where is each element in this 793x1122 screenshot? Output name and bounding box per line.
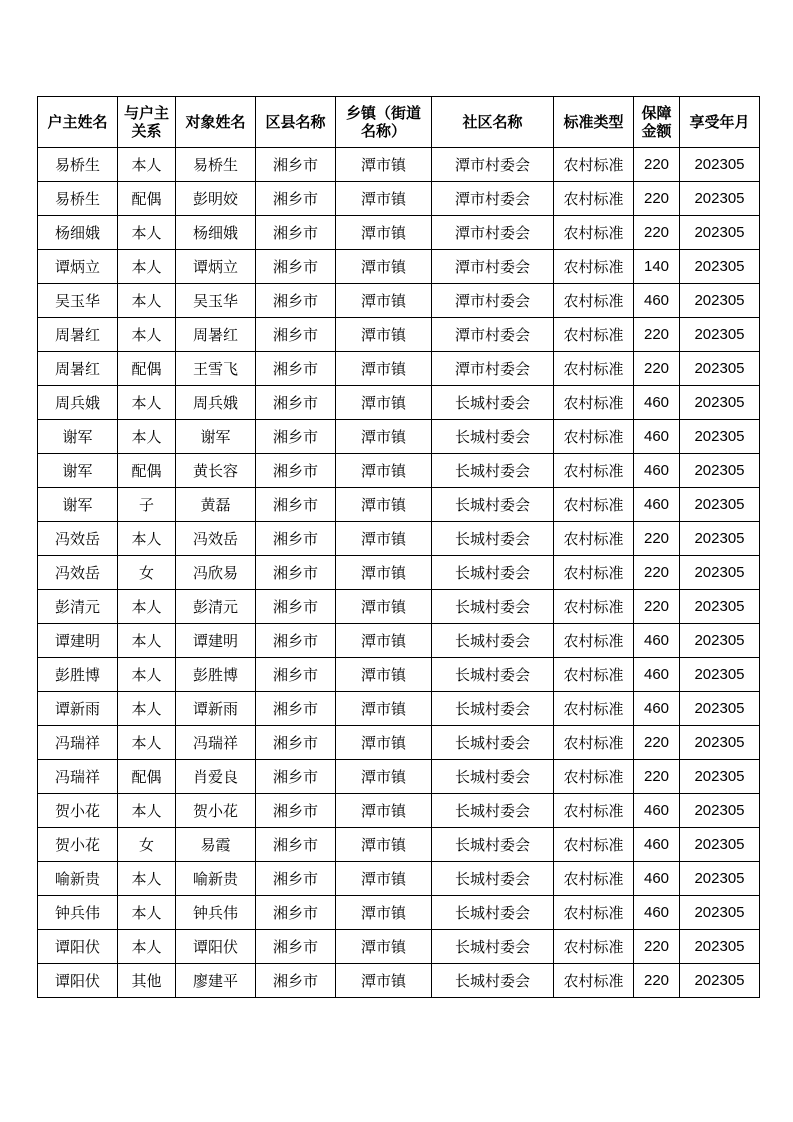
cell-community: 长城村委会 <box>432 760 554 794</box>
cell-recipient: 谭炳立 <box>176 250 256 284</box>
cell-relation: 本人 <box>118 590 176 624</box>
table-row <box>38 522 760 556</box>
header-cell-standard: 标准类型 <box>554 97 634 148</box>
table-row <box>38 760 760 794</box>
cell-householder: 钟兵伟 <box>38 896 118 930</box>
cell-county: 湘乡市 <box>256 862 336 896</box>
header-cell-township <box>336 97 432 148</box>
cell-community: 长城村委会 <box>432 454 554 488</box>
beneficiary-table <box>37 96 760 998</box>
cell-householder: 谭阳伏 <box>38 964 118 998</box>
cell-recipient: 易桥生 <box>176 148 256 182</box>
cell-amount: 460 <box>634 794 680 828</box>
cell-relation: 本人 <box>118 216 176 250</box>
cell-standard: 农村标准 <box>554 522 634 556</box>
cell-relation: 配偶 <box>118 760 176 794</box>
cell-relation: 本人 <box>118 794 176 828</box>
cell-community: 长城村委会 <box>432 828 554 862</box>
cell-community: 长城村委会 <box>432 964 554 998</box>
cell-householder: 贺小花 <box>38 794 118 828</box>
cell-recipient: 彭明姣 <box>176 182 256 216</box>
cell-township: 潭市镇 <box>336 964 432 998</box>
cell-county: 湘乡市 <box>256 284 336 318</box>
cell-standard: 农村标准 <box>554 692 634 726</box>
cell-amount: 220 <box>634 318 680 352</box>
cell-township: 潭市镇 <box>336 522 432 556</box>
cell-amount: 460 <box>634 896 680 930</box>
cell-relation: 本人 <box>118 692 176 726</box>
cell-householder: 喻新贵 <box>38 862 118 896</box>
cell-relation: 本人 <box>118 284 176 318</box>
cell-township: 潭市镇 <box>336 930 432 964</box>
cell-standard: 农村标准 <box>554 420 634 454</box>
table-row <box>38 454 760 488</box>
cell-township: 潭市镇 <box>336 692 432 726</box>
cell-township: 潭市镇 <box>336 760 432 794</box>
cell-month: 202305 <box>680 930 760 964</box>
cell-month: 202305 <box>680 964 760 998</box>
cell-standard: 农村标准 <box>554 590 634 624</box>
cell-standard: 农村标准 <box>554 862 634 896</box>
cell-township: 潭市镇 <box>336 386 432 420</box>
cell-recipient: 易霞 <box>176 828 256 862</box>
cell-community: 长城村委会 <box>432 488 554 522</box>
cell-month: 202305 <box>680 284 760 318</box>
cell-month: 202305 <box>680 420 760 454</box>
cell-month: 202305 <box>680 182 760 216</box>
cell-recipient: 喻新贵 <box>176 862 256 896</box>
table-row <box>38 352 760 386</box>
table-row <box>38 590 760 624</box>
cell-relation: 本人 <box>118 148 176 182</box>
cell-relation: 女 <box>118 556 176 590</box>
cell-amount: 220 <box>634 964 680 998</box>
cell-standard: 农村标准 <box>554 216 634 250</box>
cell-standard: 农村标准 <box>554 318 634 352</box>
cell-amount: 220 <box>634 216 680 250</box>
cell-county: 湘乡市 <box>256 352 336 386</box>
cell-recipient: 冯瑞祥 <box>176 726 256 760</box>
cell-community: 长城村委会 <box>432 624 554 658</box>
cell-county: 湘乡市 <box>256 590 336 624</box>
header-row <box>38 97 760 148</box>
cell-standard: 农村标准 <box>554 454 634 488</box>
cell-standard: 农村标准 <box>554 352 634 386</box>
cell-householder: 易桥生 <box>38 182 118 216</box>
cell-householder: 谢军 <box>38 420 118 454</box>
cell-amount: 460 <box>634 692 680 726</box>
cell-relation: 配偶 <box>118 182 176 216</box>
table-row <box>38 658 760 692</box>
cell-amount: 220 <box>634 148 680 182</box>
header-cell-recipient: 对象姓名 <box>176 97 256 148</box>
cell-county: 湘乡市 <box>256 522 336 556</box>
cell-community: 潭市村委会 <box>432 352 554 386</box>
cell-community: 长城村委会 <box>432 590 554 624</box>
cell-householder: 谢军 <box>38 488 118 522</box>
cell-township: 潭市镇 <box>336 284 432 318</box>
cell-householder: 贺小花 <box>38 828 118 862</box>
cell-relation: 本人 <box>118 624 176 658</box>
cell-county: 湘乡市 <box>256 828 336 862</box>
cell-month: 202305 <box>680 726 760 760</box>
header-cell-community: 社区名称 <box>432 97 554 148</box>
cell-community: 长城村委会 <box>432 930 554 964</box>
table-body <box>38 148 760 998</box>
cell-county: 湘乡市 <box>256 216 336 250</box>
cell-householder: 彭清元 <box>38 590 118 624</box>
cell-relation: 本人 <box>118 250 176 284</box>
cell-county: 湘乡市 <box>256 896 336 930</box>
cell-standard: 农村标准 <box>554 148 634 182</box>
cell-month: 202305 <box>680 896 760 930</box>
cell-township: 潭市镇 <box>336 216 432 250</box>
table-row <box>38 182 760 216</box>
cell-householder: 彭胜博 <box>38 658 118 692</box>
cell-householder: 冯效岳 <box>38 556 118 590</box>
table-row <box>38 896 760 930</box>
cell-relation: 本人 <box>118 896 176 930</box>
cell-county: 湘乡市 <box>256 488 336 522</box>
cell-county: 湘乡市 <box>256 692 336 726</box>
cell-householder: 周暑红 <box>38 352 118 386</box>
cell-community: 潭市村委会 <box>432 284 554 318</box>
cell-recipient: 肖爱良 <box>176 760 256 794</box>
cell-amount: 460 <box>634 862 680 896</box>
cell-county: 湘乡市 <box>256 794 336 828</box>
cell-householder: 谢军 <box>38 454 118 488</box>
cell-householder: 冯瑞祥 <box>38 726 118 760</box>
cell-month: 202305 <box>680 828 760 862</box>
cell-amount: 140 <box>634 250 680 284</box>
cell-month: 202305 <box>680 692 760 726</box>
header-cell-relation <box>118 97 176 148</box>
cell-county: 湘乡市 <box>256 964 336 998</box>
table-row <box>38 794 760 828</box>
cell-township: 潭市镇 <box>336 182 432 216</box>
cell-month: 202305 <box>680 522 760 556</box>
table-row <box>38 420 760 454</box>
cell-township: 潭市镇 <box>336 148 432 182</box>
cell-amount: 460 <box>634 658 680 692</box>
cell-community: 长城村委会 <box>432 556 554 590</box>
cell-recipient: 谭新雨 <box>176 692 256 726</box>
cell-community: 长城村委会 <box>432 862 554 896</box>
cell-recipient: 杨细娥 <box>176 216 256 250</box>
table-row <box>38 624 760 658</box>
cell-recipient: 黄长容 <box>176 454 256 488</box>
cell-standard: 农村标准 <box>554 284 634 318</box>
header-cell-householder: 户主姓名 <box>38 97 118 148</box>
cell-community: 潭市村委会 <box>432 148 554 182</box>
cell-county: 湘乡市 <box>256 726 336 760</box>
cell-standard: 农村标准 <box>554 658 634 692</box>
cell-relation: 女 <box>118 828 176 862</box>
cell-township: 潭市镇 <box>336 352 432 386</box>
cell-township: 潭市镇 <box>336 862 432 896</box>
cell-amount: 460 <box>634 828 680 862</box>
cell-month: 202305 <box>680 352 760 386</box>
cell-amount: 460 <box>634 624 680 658</box>
cell-amount: 220 <box>634 522 680 556</box>
cell-standard: 农村标准 <box>554 828 634 862</box>
cell-relation: 本人 <box>118 420 176 454</box>
table-row <box>38 216 760 250</box>
header-amount-text: 保障 金额 <box>641 104 672 140</box>
cell-amount: 220 <box>634 182 680 216</box>
cell-township: 潭市镇 <box>336 454 432 488</box>
cell-community: 长城村委会 <box>432 692 554 726</box>
cell-township: 潭市镇 <box>336 726 432 760</box>
cell-community: 长城村委会 <box>432 658 554 692</box>
cell-relation: 其他 <box>118 964 176 998</box>
cell-community: 潭市村委会 <box>432 318 554 352</box>
cell-recipient: 谭建明 <box>176 624 256 658</box>
cell-township: 潭市镇 <box>336 488 432 522</box>
header-cell-month: 享受年月 <box>680 97 760 148</box>
cell-month: 202305 <box>680 590 760 624</box>
cell-month: 202305 <box>680 454 760 488</box>
cell-county: 湘乡市 <box>256 454 336 488</box>
cell-householder: 谭炳立 <box>38 250 118 284</box>
table-row <box>38 250 760 284</box>
table-row <box>38 318 760 352</box>
cell-householder: 谭阳伏 <box>38 930 118 964</box>
cell-county: 湘乡市 <box>256 250 336 284</box>
table-header <box>38 97 760 148</box>
cell-month: 202305 <box>680 386 760 420</box>
cell-standard: 农村标准 <box>554 794 634 828</box>
cell-recipient: 谢军 <box>176 420 256 454</box>
table-row <box>38 284 760 318</box>
cell-relation: 本人 <box>118 522 176 556</box>
cell-community: 潭市村委会 <box>432 250 554 284</box>
cell-standard: 农村标准 <box>554 964 634 998</box>
cell-standard: 农村标准 <box>554 726 634 760</box>
cell-month: 202305 <box>680 216 760 250</box>
cell-householder: 谭新雨 <box>38 692 118 726</box>
cell-community: 长城村委会 <box>432 522 554 556</box>
cell-month: 202305 <box>680 624 760 658</box>
cell-amount: 220 <box>634 556 680 590</box>
cell-community: 长城村委会 <box>432 794 554 828</box>
cell-county: 湘乡市 <box>256 658 336 692</box>
cell-county: 湘乡市 <box>256 318 336 352</box>
cell-standard: 农村标准 <box>554 896 634 930</box>
cell-recipient: 周暑红 <box>176 318 256 352</box>
cell-recipient: 谭阳伏 <box>176 930 256 964</box>
cell-recipient: 钟兵伟 <box>176 896 256 930</box>
cell-amount: 460 <box>634 420 680 454</box>
cell-relation: 本人 <box>118 930 176 964</box>
cell-month: 202305 <box>680 862 760 896</box>
cell-relation: 本人 <box>118 726 176 760</box>
cell-township: 潭市镇 <box>336 318 432 352</box>
cell-amount: 460 <box>634 386 680 420</box>
cell-township: 潭市镇 <box>336 556 432 590</box>
cell-standard: 农村标准 <box>554 386 634 420</box>
cell-county: 湘乡市 <box>256 930 336 964</box>
table-row <box>38 148 760 182</box>
cell-relation: 配偶 <box>118 454 176 488</box>
header-relation-text: 与户主 关系 <box>123 104 169 140</box>
header-cell-county: 区县名称 <box>256 97 336 148</box>
cell-recipient: 王雪飞 <box>176 352 256 386</box>
cell-county: 湘乡市 <box>256 182 336 216</box>
cell-standard: 农村标准 <box>554 930 634 964</box>
cell-standard: 农村标准 <box>554 488 634 522</box>
header-cell-amount <box>634 97 680 148</box>
table-row <box>38 488 760 522</box>
cell-amount: 220 <box>634 760 680 794</box>
cell-month: 202305 <box>680 658 760 692</box>
table-row <box>38 386 760 420</box>
cell-householder: 周暑红 <box>38 318 118 352</box>
cell-relation: 本人 <box>118 658 176 692</box>
cell-county: 湘乡市 <box>256 624 336 658</box>
cell-householder: 谭建明 <box>38 624 118 658</box>
cell-relation: 本人 <box>118 386 176 420</box>
cell-community: 长城村委会 <box>432 726 554 760</box>
table-row <box>38 556 760 590</box>
cell-relation: 子 <box>118 488 176 522</box>
cell-township: 潭市镇 <box>336 250 432 284</box>
cell-county: 湘乡市 <box>256 148 336 182</box>
cell-standard: 农村标准 <box>554 760 634 794</box>
table-row <box>38 692 760 726</box>
cell-county: 湘乡市 <box>256 386 336 420</box>
cell-amount: 220 <box>634 726 680 760</box>
cell-householder: 冯效岳 <box>38 522 118 556</box>
cell-county: 湘乡市 <box>256 556 336 590</box>
cell-standard: 农村标准 <box>554 624 634 658</box>
table-row <box>38 930 760 964</box>
cell-recipient: 冯效岳 <box>176 522 256 556</box>
cell-amount: 220 <box>634 352 680 386</box>
cell-householder: 冯瑞祥 <box>38 760 118 794</box>
cell-standard: 农村标准 <box>554 250 634 284</box>
cell-township: 潭市镇 <box>336 590 432 624</box>
cell-township: 潭市镇 <box>336 624 432 658</box>
table-row <box>38 828 760 862</box>
cell-amount: 220 <box>634 590 680 624</box>
cell-community: 潭市村委会 <box>432 182 554 216</box>
table-row <box>38 964 760 998</box>
cell-recipient: 黄磊 <box>176 488 256 522</box>
cell-standard: 农村标准 <box>554 182 634 216</box>
cell-amount: 220 <box>634 930 680 964</box>
cell-householder: 杨细娥 <box>38 216 118 250</box>
cell-township: 潭市镇 <box>336 658 432 692</box>
cell-householder: 周兵娥 <box>38 386 118 420</box>
cell-month: 202305 <box>680 556 760 590</box>
cell-relation: 本人 <box>118 862 176 896</box>
cell-community: 长城村委会 <box>432 420 554 454</box>
cell-community: 长城村委会 <box>432 386 554 420</box>
cell-county: 湘乡市 <box>256 420 336 454</box>
cell-community: 潭市村委会 <box>432 216 554 250</box>
cell-recipient: 彭胜博 <box>176 658 256 692</box>
cell-recipient: 冯欣易 <box>176 556 256 590</box>
cell-recipient: 廖建平 <box>176 964 256 998</box>
cell-amount: 460 <box>634 454 680 488</box>
cell-recipient: 贺小花 <box>176 794 256 828</box>
cell-recipient: 彭清元 <box>176 590 256 624</box>
cell-month: 202305 <box>680 760 760 794</box>
cell-county: 湘乡市 <box>256 760 336 794</box>
cell-month: 202305 <box>680 148 760 182</box>
cell-month: 202305 <box>680 250 760 284</box>
cell-recipient: 吴玉华 <box>176 284 256 318</box>
cell-standard: 农村标准 <box>554 556 634 590</box>
cell-month: 202305 <box>680 488 760 522</box>
cell-township: 潭市镇 <box>336 896 432 930</box>
cell-householder: 易桥生 <box>38 148 118 182</box>
cell-month: 202305 <box>680 318 760 352</box>
header-township-text: 乡镇（街道 名称） <box>345 104 421 140</box>
cell-householder: 吴玉华 <box>38 284 118 318</box>
table-row <box>38 862 760 896</box>
cell-relation: 本人 <box>118 318 176 352</box>
cell-amount: 460 <box>634 488 680 522</box>
cell-relation: 配偶 <box>118 352 176 386</box>
cell-recipient: 周兵娥 <box>176 386 256 420</box>
table-row <box>38 726 760 760</box>
cell-community: 长城村委会 <box>432 896 554 930</box>
cell-township: 潭市镇 <box>336 828 432 862</box>
cell-amount: 460 <box>634 284 680 318</box>
cell-month: 202305 <box>680 794 760 828</box>
cell-township: 潭市镇 <box>336 794 432 828</box>
cell-township: 潭市镇 <box>336 420 432 454</box>
